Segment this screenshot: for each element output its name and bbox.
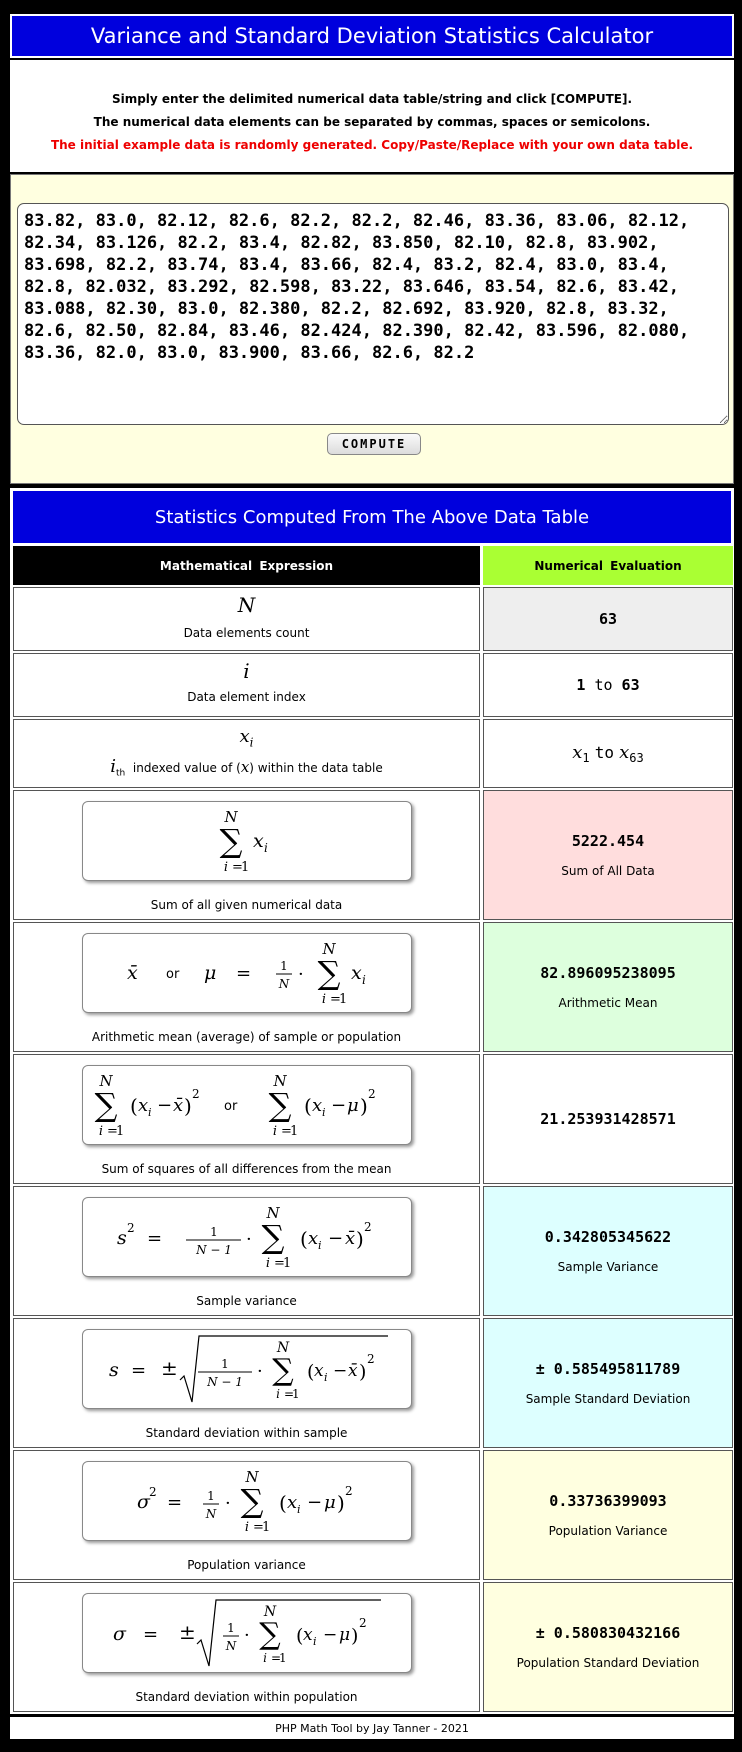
svg-text:−: − — [328, 1228, 344, 1249]
instruction-line-3: The initial example data is randomly generated. Copy/Paste/Replace with your own data table. — [50, 138, 694, 152]
svg-text:x: x — [314, 1361, 324, 1381]
value-population-std-dev — [483, 1582, 733, 1712]
svg-text:): ) — [184, 1094, 192, 1118]
caption-count: Data elements count — [183, 626, 310, 640]
formula-population-std-dev — [82, 1593, 412, 1673]
svg-text:=: = — [147, 1228, 163, 1249]
svg-text:2: 2 — [367, 1352, 375, 1366]
value-indexed-range — [483, 719, 733, 788]
results-panel — [10, 488, 734, 1714]
svg-text:i: i — [223, 860, 229, 875]
caption-population-std-dev: Standard deviation within population — [135, 1690, 358, 1704]
svg-text:i: i — [276, 1387, 280, 1401]
svg-text:i: i — [318, 1239, 322, 1252]
svg-text:2: 2 — [127, 1221, 135, 1235]
caption-sample-std-dev: Standard deviation within sample — [145, 1426, 348, 1440]
svg-text:i: i — [263, 1651, 267, 1665]
svg-text:x: x — [312, 1095, 323, 1116]
svg-text:·: · — [225, 1493, 231, 1514]
svg-text:=: = — [167, 1492, 183, 1513]
svg-text:(: ( — [307, 1361, 315, 1383]
svg-text:N: N — [205, 1507, 217, 1521]
svg-text:1: 1 — [290, 1124, 299, 1139]
svg-text:1: 1 — [283, 1256, 292, 1271]
svg-text:): ) — [356, 1227, 364, 1251]
sum-squares-value: 21.253931428571 — [540, 1110, 676, 1128]
sum-value: 5222.454 — [571, 832, 645, 850]
formula-sum — [82, 801, 412, 881]
caption-population-variance: Population variance — [187, 1558, 306, 1572]
svg-text:·: · — [298, 964, 304, 985]
expr-sample-std-dev — [13, 1318, 480, 1448]
svg-text:N: N — [99, 1072, 113, 1090]
svg-text:∑: ∑ — [240, 1482, 264, 1520]
instruction-line-1: Simply enter the delimited numerical data table/string and click [COMPUTE]. — [111, 92, 633, 106]
expr-indexed-value — [13, 719, 480, 788]
svg-text:−: − — [331, 1095, 347, 1116]
svg-text:(: ( — [279, 1491, 287, 1515]
svg-text:x: x — [287, 1492, 298, 1513]
svg-text:2: 2 — [364, 1220, 372, 1234]
svg-text:(: ( — [304, 1094, 312, 1118]
svg-text:2: 2 — [192, 1087, 200, 1101]
svg-text:1: 1 — [292, 1387, 300, 1401]
svg-text:=: = — [253, 1520, 264, 1535]
expr-count — [13, 587, 480, 651]
expr-mean — [13, 922, 480, 1052]
expr-population-variance — [13, 1450, 480, 1580]
svg-text:N: N — [266, 1204, 280, 1222]
svg-text:1: 1 — [262, 1520, 271, 1535]
svg-text:or: or — [224, 1099, 238, 1114]
value-index — [483, 653, 733, 717]
value-sample-variance — [483, 1186, 733, 1316]
svg-text:or: or — [166, 967, 180, 982]
symbol-x-i: $x_i$ — [239, 726, 254, 750]
svg-text:=: = — [232, 860, 243, 875]
caption-sample-variance: Sample variance — [196, 1294, 297, 1308]
svg-text:−: − — [333, 1361, 348, 1381]
formula-sample-variance — [82, 1197, 412, 1277]
svg-text:N: N — [276, 1340, 290, 1356]
svg-text:): ) — [360, 1094, 368, 1118]
svg-text:−: − — [323, 1625, 338, 1645]
compute-button[interactable]: COMPUTE — [327, 433, 421, 455]
svg-text:μ: μ — [204, 962, 217, 984]
svg-text:∑: ∑ — [94, 1086, 118, 1124]
symbol-i: i — [243, 659, 250, 683]
svg-text:∑: ∑ — [268, 1086, 292, 1124]
svg-text:=: = — [131, 1360, 147, 1381]
expr-sample-variance — [13, 1186, 480, 1316]
value-count — [483, 587, 733, 651]
svg-text:2: 2 — [345, 1484, 353, 1498]
svg-text:1: 1 — [221, 1357, 229, 1371]
value-population-variance — [483, 1450, 733, 1580]
svg-text:N: N — [225, 1639, 237, 1653]
svg-text:2: 2 — [368, 1087, 376, 1101]
svg-text:σ: σ — [137, 1491, 150, 1513]
svg-text:(: ( — [296, 1625, 304, 1647]
svg-text:−: − — [307, 1492, 323, 1513]
formula-population-variance — [82, 1461, 412, 1541]
svg-text:∑: ∑ — [272, 1353, 294, 1388]
svg-text:μ: μ — [339, 1625, 351, 1645]
svg-text:i: i — [98, 1124, 104, 1139]
svg-text:=: = — [143, 1624, 159, 1645]
svg-text:x: x — [253, 830, 264, 852]
svg-text:): ) — [337, 1491, 345, 1515]
results-title: Statistics Computed From The Above Data Table — [13, 491, 731, 543]
svg-text:1: 1 — [207, 1489, 215, 1503]
svg-text:i: i — [297, 1503, 301, 1516]
svg-text:·: · — [246, 1229, 252, 1250]
expr-sum — [13, 790, 480, 920]
svg-text:=: = — [236, 963, 252, 984]
svg-text:i: i — [362, 973, 366, 987]
caption-sum: Sum of all given numerical data — [150, 898, 343, 912]
expr-index — [13, 653, 480, 717]
indexed-range: $x_1$ to $x_{63}$ — [572, 741, 644, 766]
svg-text:μ: μ — [347, 1095, 359, 1116]
svg-text:s: s — [109, 1359, 119, 1381]
svg-text:i: i — [264, 841, 268, 855]
svg-text:N: N — [278, 977, 290, 991]
population-variance-value: 0.33736399093 — [549, 1492, 667, 1510]
svg-text:μ: μ — [324, 1492, 336, 1513]
instructions — [10, 60, 734, 172]
svg-text:σ: σ — [113, 1623, 126, 1645]
svg-text:1: 1 — [279, 1651, 287, 1665]
page-title: Variance and Standard Deviation Statistics Calculator — [10, 14, 734, 58]
caption-indexed-value: $i_{th}$ indexed value of (x) within the data table — [110, 756, 383, 779]
svg-text:i: i — [265, 1256, 271, 1271]
svg-text:x̄: x̄ — [173, 1095, 184, 1116]
svg-text:): ) — [359, 1361, 367, 1383]
symbol-N: N — [237, 593, 256, 617]
svg-text:x: x — [303, 1625, 313, 1645]
instruction-line-2: The numerical data elements can be separated by commas, spaces or semicolons. — [93, 115, 651, 129]
svg-text:∑: ∑ — [219, 822, 243, 860]
svg-text:1: 1 — [116, 1124, 125, 1139]
svg-text:i: i — [272, 1124, 278, 1139]
input-panel — [10, 174, 734, 484]
svg-text:): ) — [351, 1625, 359, 1647]
formula-sum-squares — [82, 1065, 412, 1145]
sum-label: Sum of All Data — [561, 864, 655, 878]
sample-variance-label: Sample Variance — [557, 1260, 659, 1274]
data-textarea[interactable] — [17, 203, 729, 425]
index-range: 1 to 63 — [576, 676, 640, 694]
svg-text:i: i — [148, 1106, 152, 1119]
svg-text:=: = — [271, 1651, 282, 1665]
svg-text:(: ( — [130, 1094, 138, 1118]
svg-text:x̄: x̄ — [127, 962, 138, 984]
expr-sum-squares — [13, 1054, 480, 1184]
svg-text:i: i — [244, 1520, 250, 1535]
sample-variance-value: 0.342805345622 — [544, 1228, 672, 1246]
svg-text:i: i — [324, 1371, 328, 1384]
value-sum — [483, 790, 733, 920]
svg-text:(: ( — [300, 1227, 308, 1251]
svg-text:x̄: x̄ — [348, 1361, 358, 1381]
svg-text:N: N — [224, 808, 238, 826]
svg-text:s: s — [117, 1227, 127, 1249]
svg-text:1: 1 — [339, 992, 348, 1007]
expr-population-std-dev — [13, 1582, 480, 1712]
svg-text:N: N — [245, 1468, 259, 1486]
svg-text:−: − — [157, 1095, 173, 1116]
value-sum-squares — [483, 1054, 733, 1184]
mean-label: Arithmetic Mean — [558, 996, 658, 1010]
svg-text:=: = — [284, 1387, 295, 1401]
svg-text:∑: ∑ — [259, 1617, 281, 1652]
svg-text:1: 1 — [280, 959, 288, 973]
svg-text:x̄: x̄ — [345, 1228, 356, 1249]
svg-text:N: N — [273, 1072, 287, 1090]
footer: PHP Math Tool by Jay Tanner - 2021 — [10, 1717, 734, 1739]
value-mean — [483, 922, 733, 1052]
svg-text:N − 1: N − 1 — [207, 1375, 243, 1389]
caption-index: Data element index — [187, 690, 306, 704]
svg-text:=: = — [274, 1256, 285, 1271]
caption-sum-squares: Sum of squares of all differences from the mean — [101, 1162, 392, 1176]
svg-text:±: ± — [179, 1620, 196, 1644]
svg-text:N: N — [322, 940, 336, 958]
caption-mean: Arithmetic mean (average) of sample or population — [91, 1030, 402, 1044]
sample-std-dev-label: Sample Standard Deviation — [525, 1392, 691, 1406]
population-std-dev-value: ± 0.580830432166 — [535, 1624, 681, 1642]
svg-text:1: 1 — [227, 1621, 235, 1635]
population-std-dev-label: Population Standard Deviation — [516, 1656, 700, 1670]
svg-text:·: · — [244, 1625, 250, 1646]
svg-text:2: 2 — [359, 1616, 367, 1630]
svg-text:x: x — [308, 1228, 319, 1249]
formula-sample-std-dev — [82, 1329, 412, 1409]
mean-value: 82.896095238095 — [540, 964, 676, 982]
svg-text:=: = — [281, 1124, 292, 1139]
header-numerical-evaluation: Numerical Evaluation — [483, 546, 733, 585]
value-sample-std-dev — [483, 1318, 733, 1448]
svg-text:i: i — [313, 1635, 317, 1648]
svg-text:1: 1 — [241, 860, 250, 875]
svg-text:2: 2 — [149, 1485, 157, 1499]
svg-text:i: i — [322, 1106, 326, 1119]
header-mathematical-expression: Mathematical Expression — [13, 546, 480, 585]
svg-text:·: · — [257, 1361, 263, 1382]
svg-text:N: N — [263, 1604, 277, 1620]
sample-std-dev-value: ± 0.585495811789 — [535, 1360, 681, 1378]
svg-text:i: i — [321, 992, 327, 1007]
svg-text:x: x — [351, 962, 362, 984]
svg-text:x: x — [138, 1095, 149, 1116]
svg-text:=: = — [107, 1124, 118, 1139]
svg-text:1: 1 — [210, 1225, 218, 1239]
svg-text:=: = — [330, 992, 341, 1007]
count-value: 63 — [598, 610, 618, 628]
formula-mean — [82, 933, 412, 1013]
population-variance-label: Population Variance — [548, 1524, 668, 1538]
svg-text:±: ± — [161, 1356, 178, 1380]
svg-text:∑: ∑ — [261, 1218, 285, 1256]
svg-text:N − 1: N − 1 — [196, 1243, 232, 1257]
svg-text:∑: ∑ — [317, 954, 341, 992]
